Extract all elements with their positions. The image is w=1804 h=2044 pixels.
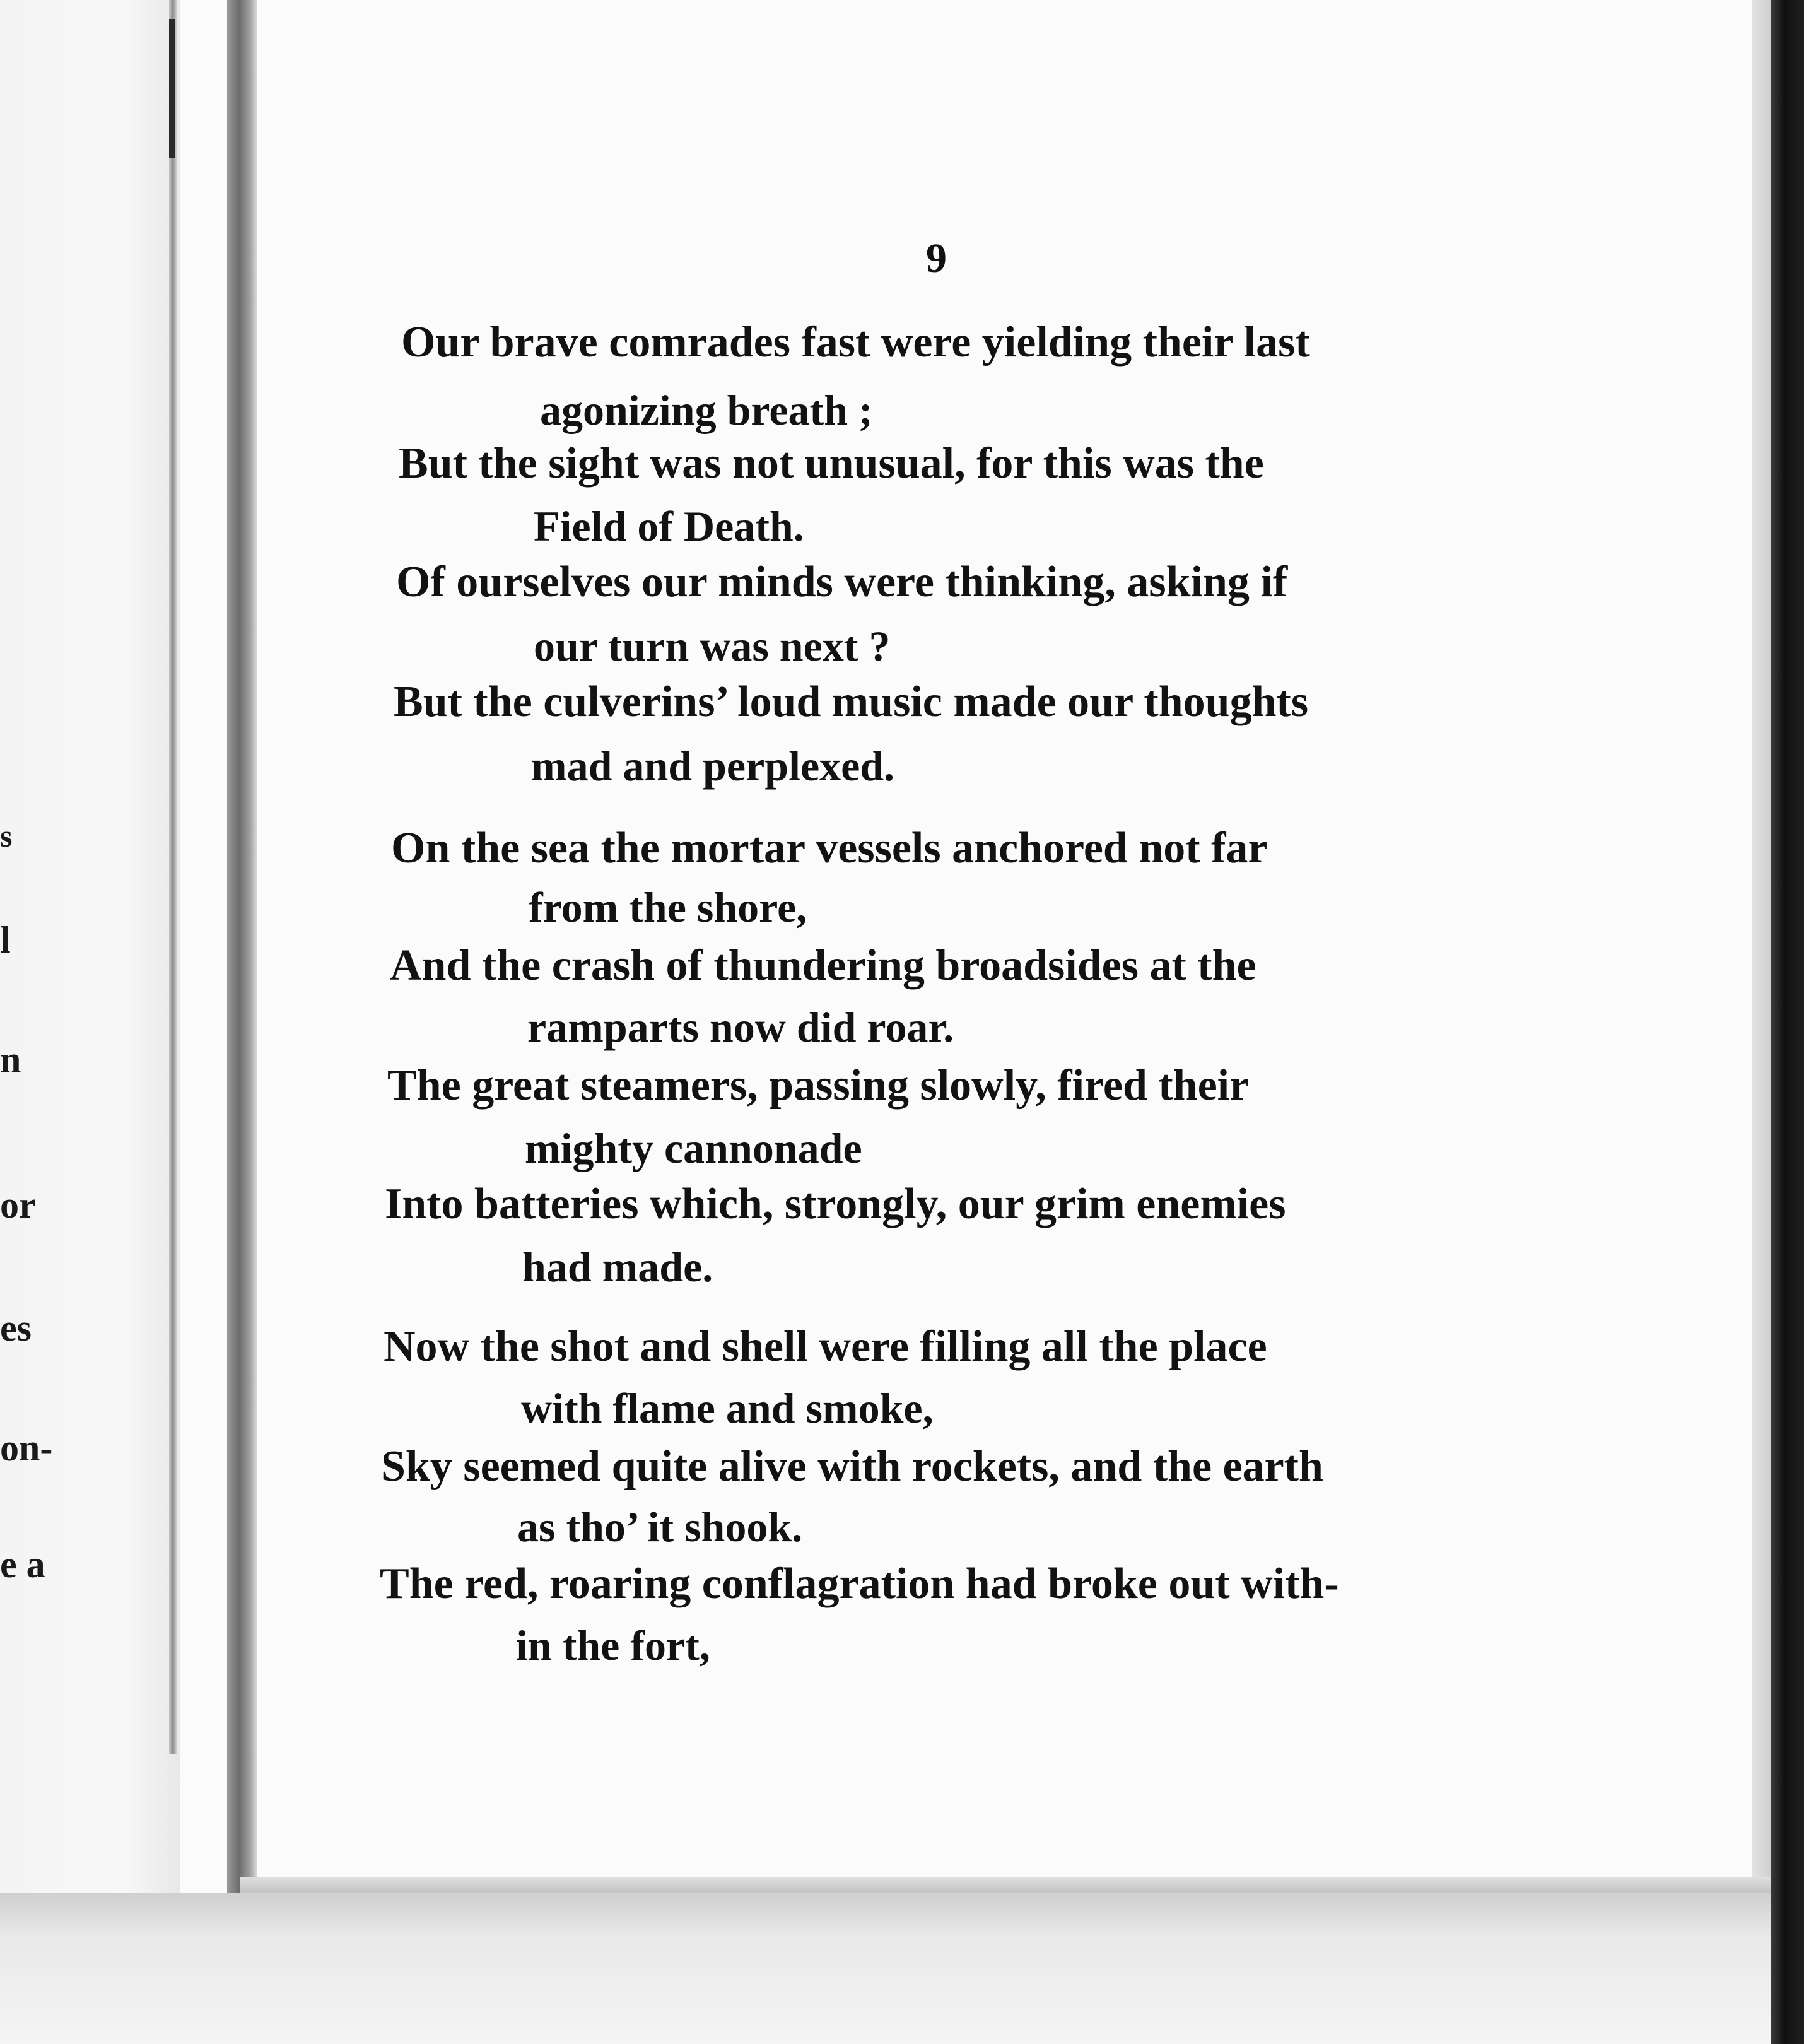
poem-line: On the sea the mortar vessels anchored not far xyxy=(391,824,1268,872)
poem-line-continuation: in the fort, xyxy=(516,1621,710,1669)
gutter-shadow-top xyxy=(169,19,175,158)
left-page-edge xyxy=(169,0,177,1754)
poem-line-continuation: with flame and smoke, xyxy=(521,1384,934,1432)
scan-border-right xyxy=(1771,0,1804,2044)
poem-line: Into batteries which, strongly, our grim enemies xyxy=(385,1180,1286,1228)
left-page-fragment: n xyxy=(0,1039,21,1081)
poem-line: But the sight was not unusual, for this was the xyxy=(399,439,1264,488)
poem-line-continuation: Field of Death. xyxy=(534,502,804,550)
poem-line-continuation: had made. xyxy=(522,1243,713,1291)
poem-line-continuation: mad and perplexed. xyxy=(531,742,895,790)
page-number: 9 xyxy=(926,235,947,281)
poem-line-continuation: as tho’ it shook. xyxy=(517,1503,803,1551)
left-facing-page xyxy=(0,0,180,1893)
poem-line-continuation: agonizing breath ; xyxy=(540,386,873,434)
page-edge-right xyxy=(1752,0,1771,1893)
poem-line: The red, roaring conflagration had broke out with- xyxy=(380,1559,1339,1608)
poem-line-continuation: from the shore, xyxy=(529,883,807,931)
poem-line: Our brave comrades fast were yielding their last xyxy=(401,318,1310,367)
left-page-fragment: es xyxy=(0,1307,32,1349)
left-page-fragment: l xyxy=(0,919,11,961)
poem-line: Of ourselves our minds were thinking, asking if xyxy=(396,558,1288,606)
poem-line: And the crash of thundering broadsides at the xyxy=(390,941,1256,990)
poem-line: Sky seemed quite alive with rockets, and the earth xyxy=(381,1442,1323,1491)
poem-line-continuation: mighty cannonade xyxy=(525,1124,862,1172)
poem-line: The great steamers, passing slowly, fired their xyxy=(387,1061,1250,1110)
poem-line-continuation: ramparts now did roar. xyxy=(527,1003,954,1051)
poem-line: Now the shot and shell were filling all the place xyxy=(384,1322,1267,1371)
poem-line-continuation: our turn was next ? xyxy=(534,622,891,670)
scan-bottom-margin xyxy=(0,1893,1771,2044)
left-page-fragment: on- xyxy=(0,1427,53,1469)
book-gutter xyxy=(227,0,257,1905)
poem-line: But the culverins’ loud music made our thoughts xyxy=(394,678,1309,726)
left-page-fragment: or xyxy=(0,1184,36,1226)
left-page-fragment: s xyxy=(0,818,13,854)
left-page-fragment: e a xyxy=(0,1544,45,1585)
